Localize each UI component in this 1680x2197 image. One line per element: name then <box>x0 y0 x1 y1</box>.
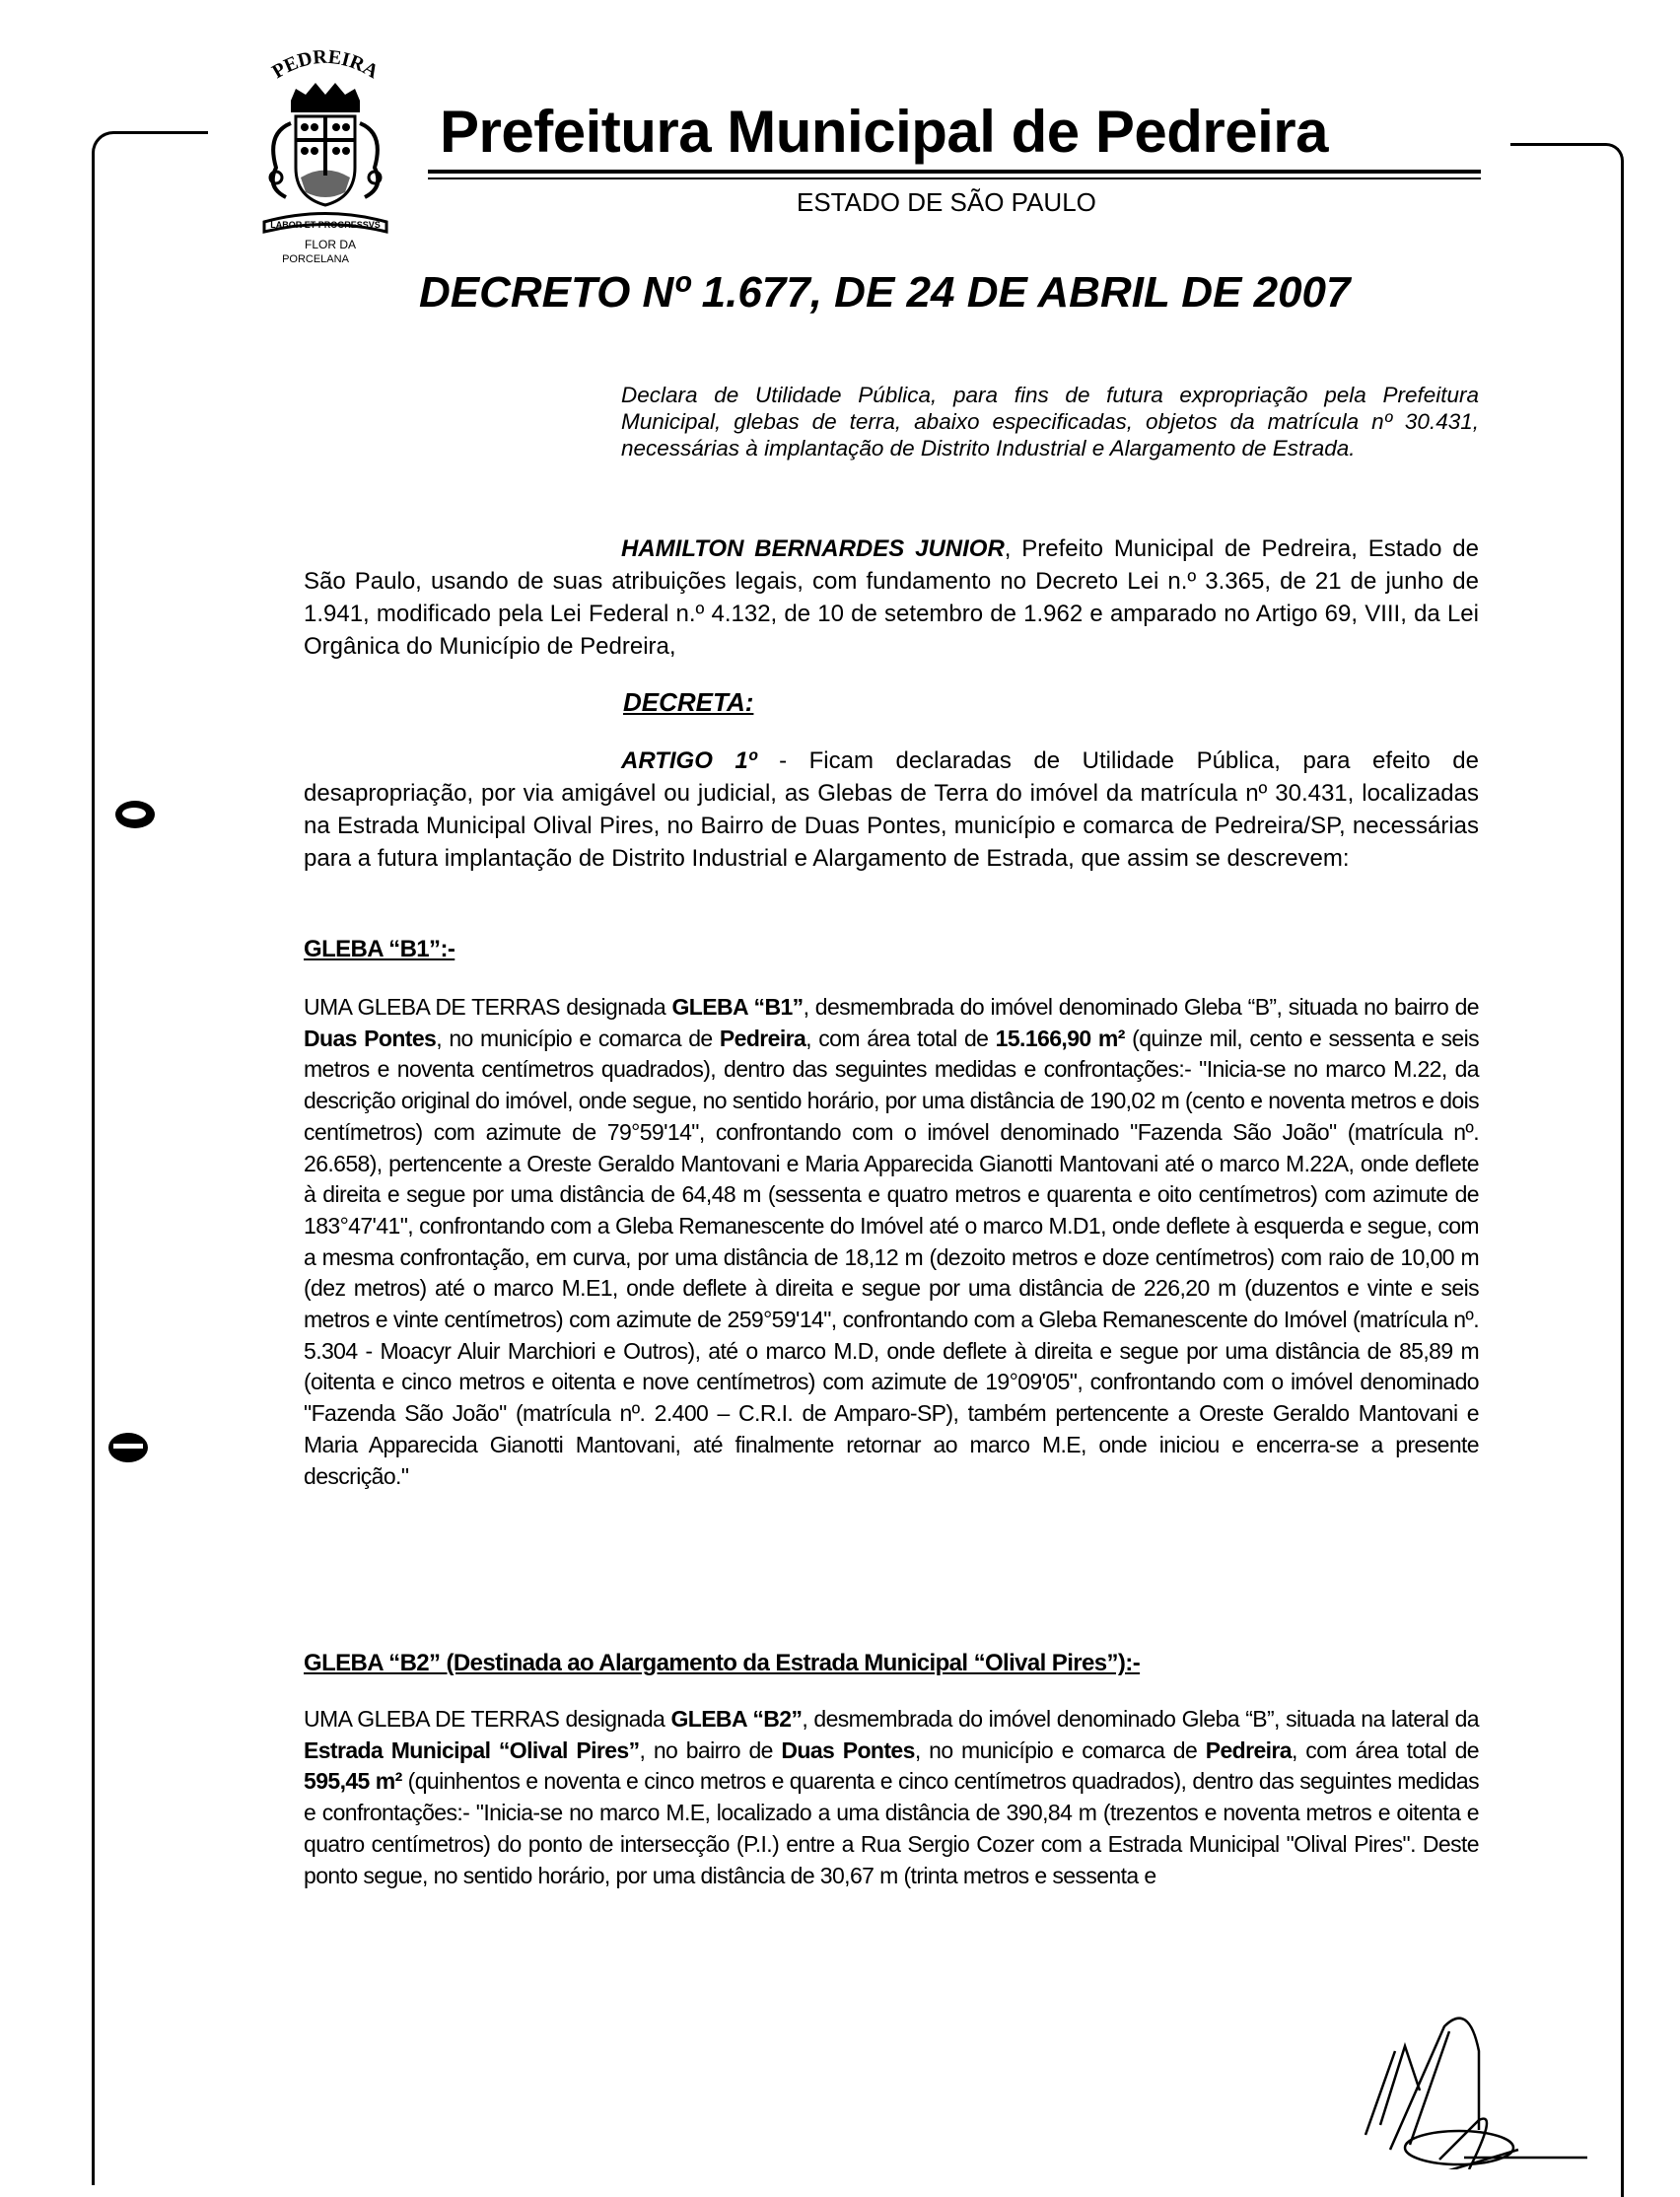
gleba-b1-paragraph: UMA GLEBA DE TERRAS designada GLEBA “B1”, desmembrada do imóvel denominado Gleba “B”, situada no bairro de Duas Pontes, no município e comarca de Pedreira, com área total de 15.166,90 m² (quinze mil, cento e sessenta e seis metros e noventa centímetros quadrados), dentro das seguintes medidas e confrontações:- "Inicia-se no marco M.22, da descrição original do imóvel, onde segue, no sentido horário, por uma distância de 190,02 m (cento e noventa metros e dois centímetros) com azimute de 79°59'14", confrontando com o imóvel denominado "Fazenda São João" (matrícula nº. 26.658), pertencente a Oreste Geraldo Mantovani e Maria Apparecida Gianotti Mantovani até o marco M.22A, onde deflete à direita e segue por uma distância de 64,48 m (sessenta e quatro metros e quarenta e oito centímetros) com azimute de 183°47'41", confrontando com a Gleba Remanescente do Imóvel até o marco M.D1, onde deflete à esquerda e segue, com a mesma confrontação, em curva, por uma distância de 18,12 m (dezoito metros e doze centímetros) com raio de 10,00 m (dez metros) até o marco M.E1, onde deflete à direita e segue por uma distância de 226,20 m (duzentos e vinte e seis metros e vinte centímetros) com azimute de 259°59'14", confrontando com a Gleba Remanescente do Imóvel (matrícula nº. 5.304 - Moacyr Aluir Marchiori e Outros), até o marco M.D, onde deflete à direita e segue por uma distância de 85,89 m (oitenta e cinco metros e oitenta e nove centímetros) com azimute de 19°09'05", confrontando com o imóvel denominado "Fazenda São João" (matrícula nº. 2.400 – C.R.I. de Amparo-SP), também pertencente a Oreste Geraldo Mantovani e Maria Apparecida Gianotti Mantovani, até finalmente retornar ao marco M.E, onde iniciou e encerra-se a presente descrição." <box>304 994 1480 1489</box>
decree-ementa: Declara de Utilidade Pública, para fins de futura expropriação pela Prefeitura Municipal, glebas de terra, abaixo especificadas, objetos da matrícula nº 30.431, necessárias à implantação de Distrito Industrial e Alargamento de Estrada. <box>621 383 1479 461</box>
signature-icon <box>1351 1982 1587 2169</box>
gleba-b2-heading: GLEBA “B2” (Destinada ao Alargamento da Estrada Municipal “Olival Pires”):- <box>304 1650 1141 1676</box>
document-border-left <box>92 131 208 2185</box>
gleba-b1-heading: GLEBA “B1”:- <box>304 936 455 962</box>
svg-text:PEDREIRA: PEDREIRA <box>268 45 383 84</box>
gleba-b2-area: 595,45 m² <box>304 1768 402 1795</box>
punch-hole-icon <box>110 797 160 836</box>
title-rule-thin <box>428 177 1481 179</box>
punch-hole-icon <box>104 1428 153 1467</box>
svg-text:FLOR DA: FLOR DA <box>304 238 357 251</box>
svg-text:LABOR ET PROGRESSVS: LABOR ET PROGRESSVS <box>270 220 381 230</box>
artigo1-label: ARTIGO 1º <box>621 747 757 774</box>
gleba-b2-paragraph: UMA GLEBA DE TERRAS designada GLEBA “B2”, desmembrada do imóvel denominado Gleba “B”, situada na lateral da Estrada Municipal “Olival Pires”, no bairro de Duas Pontes, no município e comarca de Pedreira, com área total de 595,45 m² (quinhentos e noventa e cinco metros e quarenta e cinco centímetros quadrados), dentro das seguintes medidas e confrontações:- "Inicia-se no marco M.E, localizado a uma distância de 390,84 m (trezentos e noventa metros e oitenta e quatro centímetros) do ponto de intersecção (P.I.) entre a Rua Sergio Cozer com a Estrada Municipal "Olival Pires". Deste ponto segue, no sentido horário, por uma distância de 30,67 m (trinta metros e sessenta e <box>304 1706 1479 1888</box>
artigo1-paragraph: ARTIGO 1º - Ficam declaradas de Utilidade Pública, para efeito de desapropriação, por via amigável ou judicial, as Glebas de Terra do imóvel da matrícula nº 30.431, localizadas na Estrada Municipal Olival Pires, no Bairro de Duas Pontes, município e comarca de Pedreira/SP, necessárias para a futura implantação de Distrito Industrial e Alargamento de Estrada, que assim se descrevem: <box>304 747 1479 872</box>
preamble-paragraph: HAMILTON BERNARDES JUNIOR, Prefeito Municipal de Pedreira, Estado de São Paulo, usando de suas atribuições legais, com fundamento no Decreto Lei n.º 3.365, de 21 de junho de 1.941, modificado pela Lei Federal n.º 4.132, de 10 de setembro de 1.962 e amparado no Artigo 69, VIII, da Lei Orgânica do Município de Pedreira, <box>304 535 1479 660</box>
letterhead-subtitle: ESTADO DE SÃO PAULO <box>797 187 1096 217</box>
letterhead-title: Prefeitura Municipal de Pedreira <box>440 99 1328 165</box>
mayor-name: HAMILTON BERNARDES JUNIOR <box>621 535 1005 562</box>
svg-text:PORCELANA: PORCELANA <box>282 253 349 265</box>
municipal-crest-icon <box>237 39 414 266</box>
decreta-heading: DECRETA: <box>623 687 754 717</box>
title-rule <box>428 170 1481 174</box>
document-border-right <box>1510 143 1624 2197</box>
gleba-b1-area: 15.166,90 m² <box>995 1025 1125 1051</box>
decree-title: DECRETO Nº 1.677, DE 24 DE ABRIL DE 2007 <box>419 268 1351 317</box>
